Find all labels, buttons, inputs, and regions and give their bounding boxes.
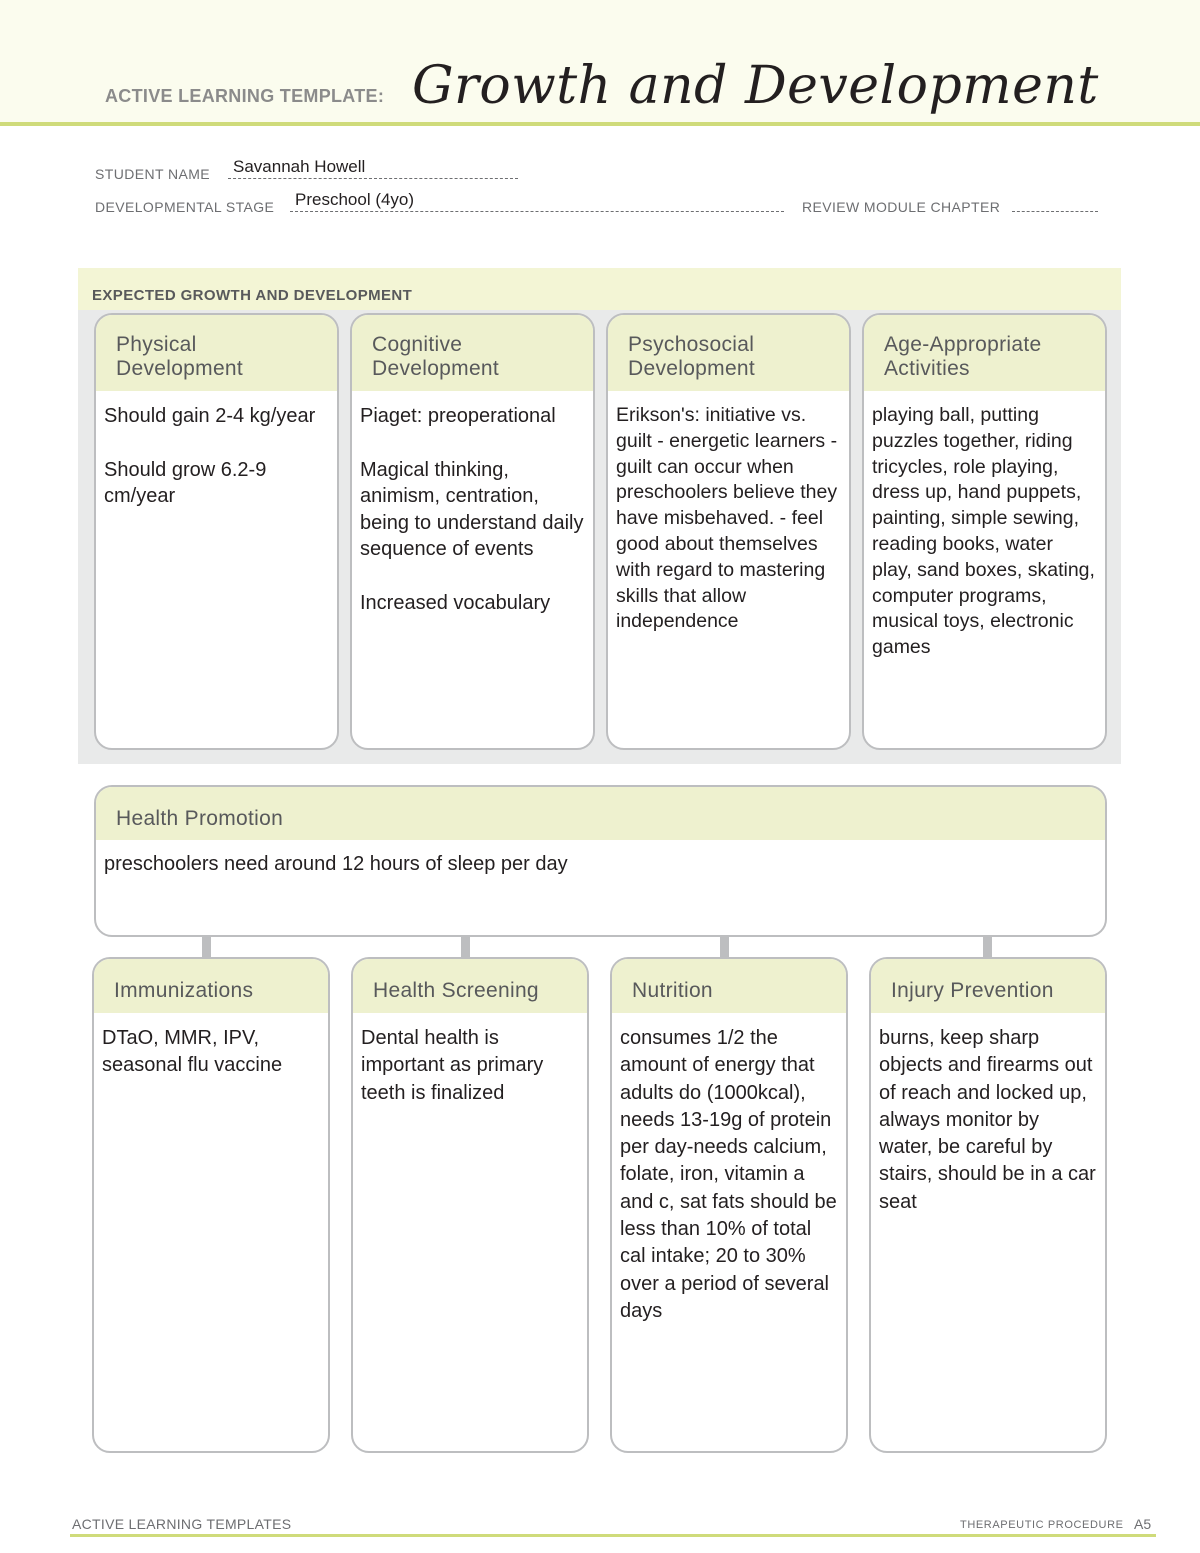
card-heading-line1: Cognitive: [372, 333, 463, 356]
card-heading-line1: Physical: [116, 333, 197, 356]
footer-left: ACTIVE LEARNING TEMPLATES: [72, 1516, 292, 1532]
card-text[interactable]: DTaO, MMR, IPV, seasonal flu vaccine: [102, 1027, 283, 1077]
card-heading: [94, 959, 328, 1013]
developmental-stage-field[interactable]: Preschool (4yo): [295, 190, 415, 209]
card-body: [96, 840, 1105, 878]
card-heading-line1: Psychosocial: [628, 333, 755, 356]
card-heading: [96, 315, 337, 391]
student-name-field[interactable]: Savannah Howell: [233, 157, 366, 176]
card-text[interactable]: Should grow 6.2-9 cm/year: [104, 458, 267, 507]
expected-growth-title: EXPECTED GROWTH AND DEVELOPMENT: [92, 287, 413, 304]
card-body: [94, 1013, 328, 1080]
page-number: A5: [1134, 1516, 1152, 1532]
card-heading: [871, 959, 1105, 1013]
age-appropriate-activities-card: [862, 313, 1107, 750]
connector: [983, 935, 992, 957]
card-heading-text: Immunizations: [114, 979, 254, 1002]
card-heading-text: Health Screening: [373, 979, 539, 1002]
physical-development-card: [94, 313, 339, 750]
card-text[interactable]: Piaget: preoperational: [360, 405, 556, 427]
card-text[interactable]: Increased vocabulary: [360, 591, 551, 614]
health-screening-card: [351, 957, 589, 1453]
card-text[interactable]: playing ball, putting puzzles together, riding tricycles, role playing, dress up, hand puppets, painting, simple sewing, reading books, water play, sand boxes, skating, computer programs, musical toys, electronic games: [872, 404, 1095, 659]
card-heading: [96, 787, 1105, 840]
card-heading: [353, 959, 587, 1013]
developmental-stage-line: [290, 211, 784, 212]
psychosocial-development-card: [606, 313, 851, 750]
card-heading-text: Nutrition: [632, 979, 713, 1002]
card-text[interactable]: consumes 1/2 the amount of energy that adults do (1000kcal), needs 13-19g of protein per day-needs calcium, folate, iron, vitamin a and c, sat fats should be less than 10% of total cal intake; 20 to 30% over a period of several days: [620, 1027, 837, 1322]
card-text[interactable]: Magical thinking, animism, centration, being to understand daily sequence of events: [360, 458, 584, 560]
injury-prevention-card: [869, 957, 1107, 1453]
page-title: Growth and Development: [412, 56, 1099, 116]
health-promotion-text[interactable]: preschoolers need around 12 hours of sleep per day: [104, 853, 568, 875]
header-rule: [0, 122, 1200, 126]
cognitive-development-card: [350, 313, 595, 750]
health-promotion-card: [94, 785, 1107, 937]
nutrition-card: [610, 957, 848, 1453]
review-module-label: REVIEW MODULE CHAPTER: [802, 199, 1001, 215]
card-body: [612, 1013, 846, 1325]
card-heading-line2: Development: [372, 357, 500, 380]
card-heading-line2: Development: [628, 357, 756, 380]
review-module-line: [1012, 211, 1098, 212]
card-body: [352, 391, 593, 616]
footer-right: THERAPEUTIC PROCEDURE: [960, 1519, 1124, 1531]
connector: [202, 935, 211, 957]
connector: [720, 935, 729, 957]
card-text[interactable]: Should gain 2-4 kg/year: [104, 405, 316, 427]
developmental-stage-label: DEVELOPMENTAL STAGE: [95, 199, 275, 215]
card-body: [871, 1013, 1105, 1216]
card-text[interactable]: Erikson's: initiative vs. guilt - energetic learners - guilt can occur when preschoolers believe they have misbehaved. - feel good about themselves with regard to mastering skills that allow independence: [616, 404, 838, 633]
student-name-label: STUDENT NAME: [95, 166, 210, 182]
immunizations-card: [92, 957, 330, 1453]
card-body: [96, 391, 337, 510]
health-promotion-title: Health Promotion: [116, 807, 284, 830]
student-name-line: [228, 178, 518, 179]
card-body: [353, 1013, 587, 1107]
card-body: [608, 391, 849, 635]
connector: [461, 935, 470, 957]
card-heading-line2: Activities: [884, 357, 970, 380]
card-text[interactable]: burns, keep sharp objects and firearms out of reach and locked up, always monitor by water, be careful by stairs, should be in a car seat: [879, 1027, 1096, 1213]
footer-rule: [70, 1534, 1156, 1537]
card-heading: [608, 315, 849, 391]
card-body: [864, 391, 1105, 661]
card-heading: [612, 959, 846, 1013]
card-heading-line2: Development: [116, 357, 244, 380]
card-heading-line1: Age-Appropriate: [884, 333, 1042, 356]
card-heading: [864, 315, 1105, 391]
card-heading-text: Injury Prevention: [891, 979, 1054, 1002]
card-text[interactable]: Dental health is important as primary teeth is finalized: [361, 1027, 544, 1104]
card-heading: [352, 315, 593, 391]
template-label: ACTIVE LEARNING TEMPLATE:: [105, 86, 385, 106]
